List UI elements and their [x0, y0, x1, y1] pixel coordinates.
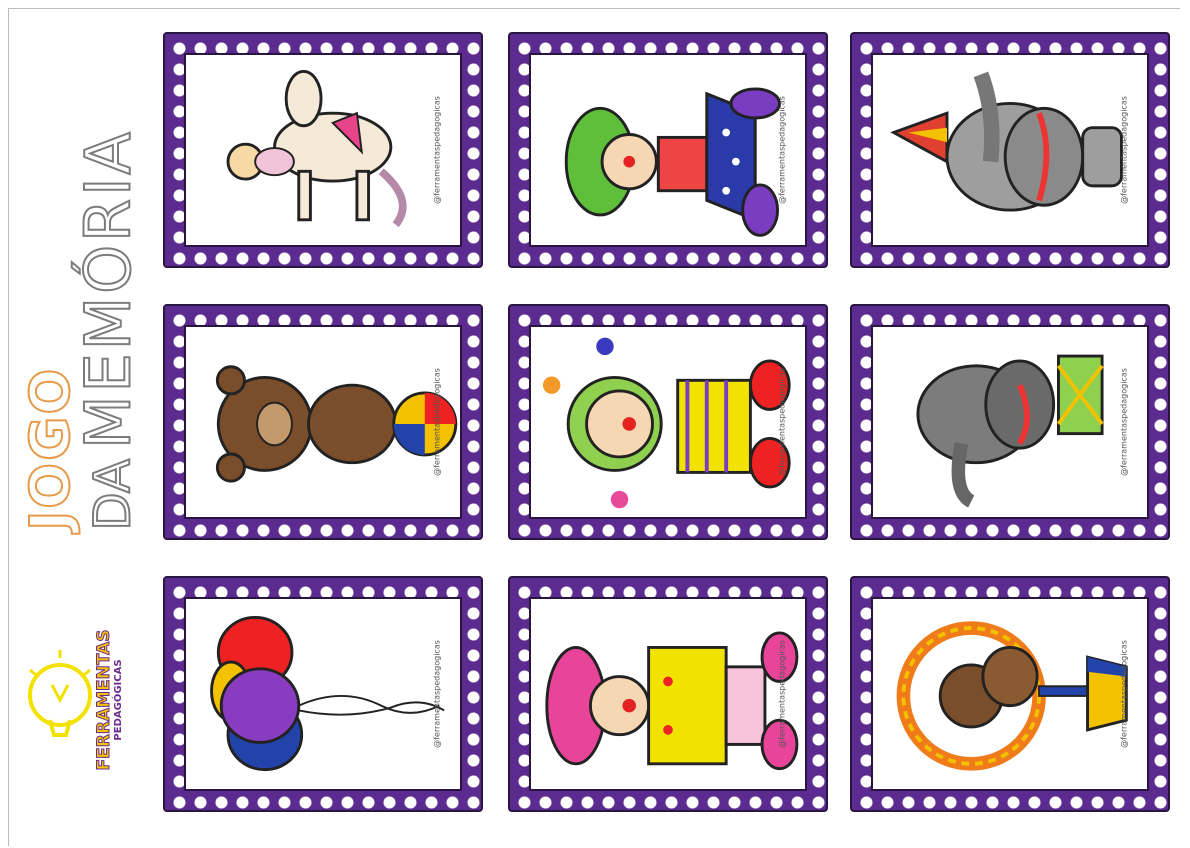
bear-fire-ring-illustration — [873, 599, 1147, 789]
card-watermark: @ferramentaspedagogicas — [777, 640, 787, 748]
memory-card-8[interactable] — [508, 576, 828, 812]
card-watermark: @ferramentaspedagogicas — [1119, 96, 1129, 204]
lightbulb-icon — [22, 640, 102, 750]
title-da: DA — [83, 458, 142, 531]
memory-card-7[interactable] — [163, 576, 483, 812]
card-watermark: @ferramentaspedagogicas — [432, 368, 442, 476]
card-watermark: @ferramentaspedagogicas — [1119, 368, 1129, 476]
card-watermark: @ferramentaspedagogicas — [432, 640, 442, 748]
brand-logo — [22, 629, 162, 771]
memory-card-5[interactable] — [508, 304, 828, 540]
clown-pink-hat-illustration — [531, 599, 805, 789]
clown-green-hat-illustration — [531, 55, 805, 245]
horse-ballerina-illustration — [186, 55, 460, 245]
memory-card-6[interactable] — [850, 304, 1170, 540]
elephant-party-hat-illustration — [873, 55, 1147, 245]
card-watermark: @ferramentaspedagogicas — [1119, 640, 1129, 748]
card-watermark: @ferramentaspedagogicas — [432, 96, 442, 204]
memory-card-9[interactable] — [850, 576, 1170, 812]
memory-card-2[interactable] — [508, 32, 828, 268]
memory-card-1[interactable] — [163, 32, 483, 268]
card-watermark: @ferramentaspedagogicas — [777, 96, 787, 204]
game-title — [18, 129, 145, 531]
elephant-drum-illustration — [873, 327, 1147, 517]
juggling-clown-illustration — [531, 327, 805, 517]
card-watermark: @ferramentaspedagogicas — [777, 368, 787, 476]
memory-card-4[interactable] — [163, 304, 483, 540]
logo-subtitle: PEDAGÓGICAS — [113, 659, 124, 741]
balloons-illustration — [186, 599, 460, 789]
bear-ball-illustration — [186, 327, 460, 517]
title-jogo: JOGO — [18, 366, 82, 531]
logo-brand: FERRAMENTAS — [94, 629, 114, 771]
memory-card-3[interactable] — [850, 32, 1170, 268]
title-memoria: MEMÓRIA — [71, 129, 145, 449]
